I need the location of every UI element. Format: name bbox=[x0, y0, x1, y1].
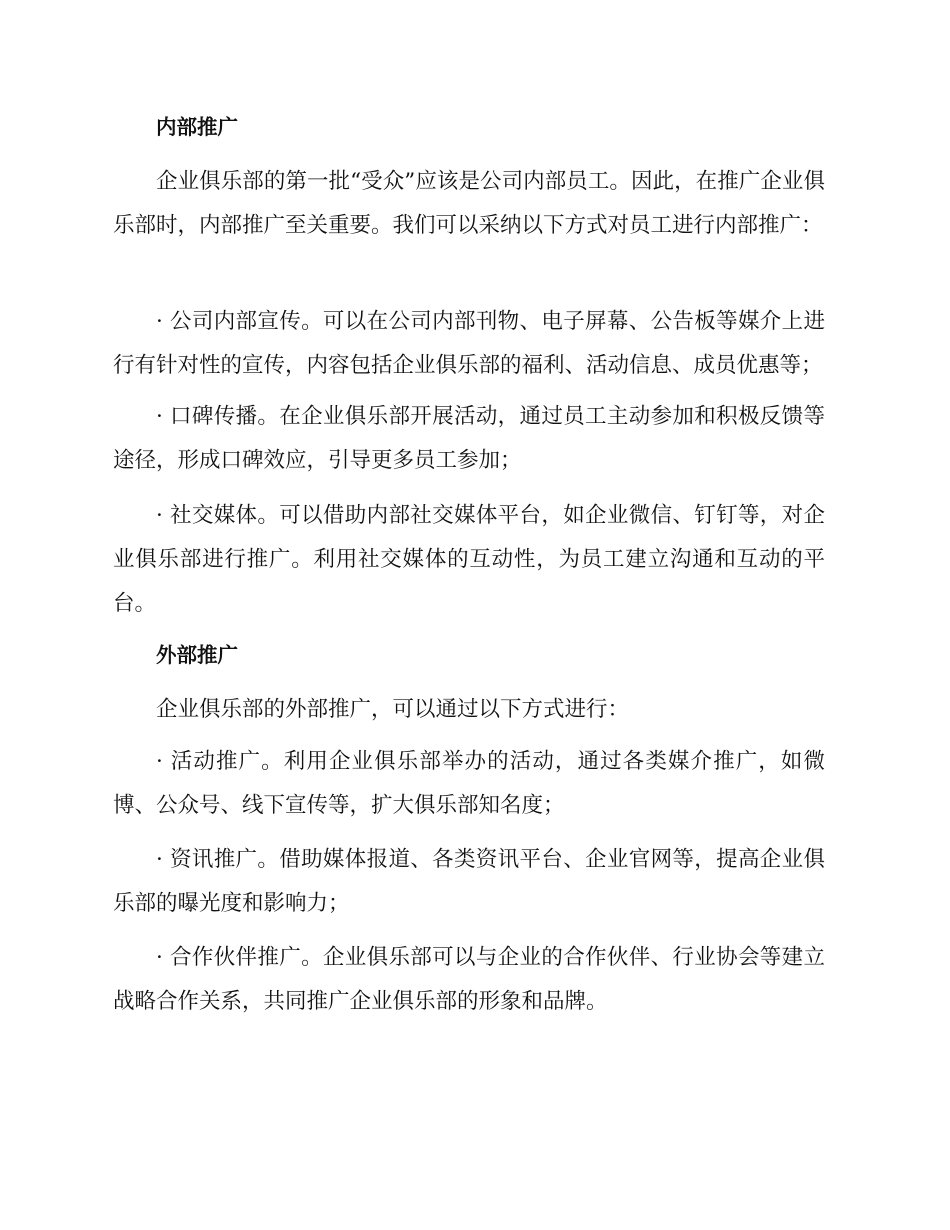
list-item-external-3: · 合作伙伴推广。企业俱乐部可以与企业的合作伙伴、行业协会等建立战略合作关系，共同推广企业俱乐部的形象和品牌。 bbox=[113, 945, 825, 1014]
list-item-internal-2: · 口碑传播。在企业俱乐部开展活动，通过员工主动参加和积极反馈等途径，形成口碑效应，引导更多员工参加； bbox=[113, 404, 825, 473]
list-item-internal-1: · 公司内部宣传。可以在公司内部刊物、电子屏幕、公告板等媒介上进行有针对性的宣传，内容包括企业俱乐部的福利、活动信息、成员优惠等； bbox=[113, 309, 825, 378]
section-heading-external: 外部推广 bbox=[156, 643, 238, 667]
paragraph-internal-intro: 企业俱乐部的第一批“受众”应该是公司内部员工。因此，在推广企业俱乐部时，内部推广至关重要。我们可以采纳以下方式对员工进行内部推广： bbox=[113, 169, 825, 238]
list-item-external-1: · 活动推广。利用企业俱乐部举办的活动，通过各类媒介推广，如微博、公众号、线下宣传等，扩大俱乐部知名度； bbox=[113, 749, 825, 818]
paragraph-external-intro: 企业俱乐部的外部推广，可以通过以下方式进行： bbox=[156, 697, 630, 722]
list-item-internal-3: · 社交媒体。可以借助内部社交媒体平台，如企业微信、钉钉等，对企业俱乐部进行推广。利用社交媒体的互动性，为员工建立沟通和互动的平台。 bbox=[113, 503, 825, 616]
list-item-external-2: · 资讯推广。借助媒体报道、各类资讯平台、企业官网等，提高企业俱乐部的曝光度和影响力； bbox=[113, 847, 825, 916]
section-heading-internal: 内部推广 bbox=[156, 115, 238, 139]
